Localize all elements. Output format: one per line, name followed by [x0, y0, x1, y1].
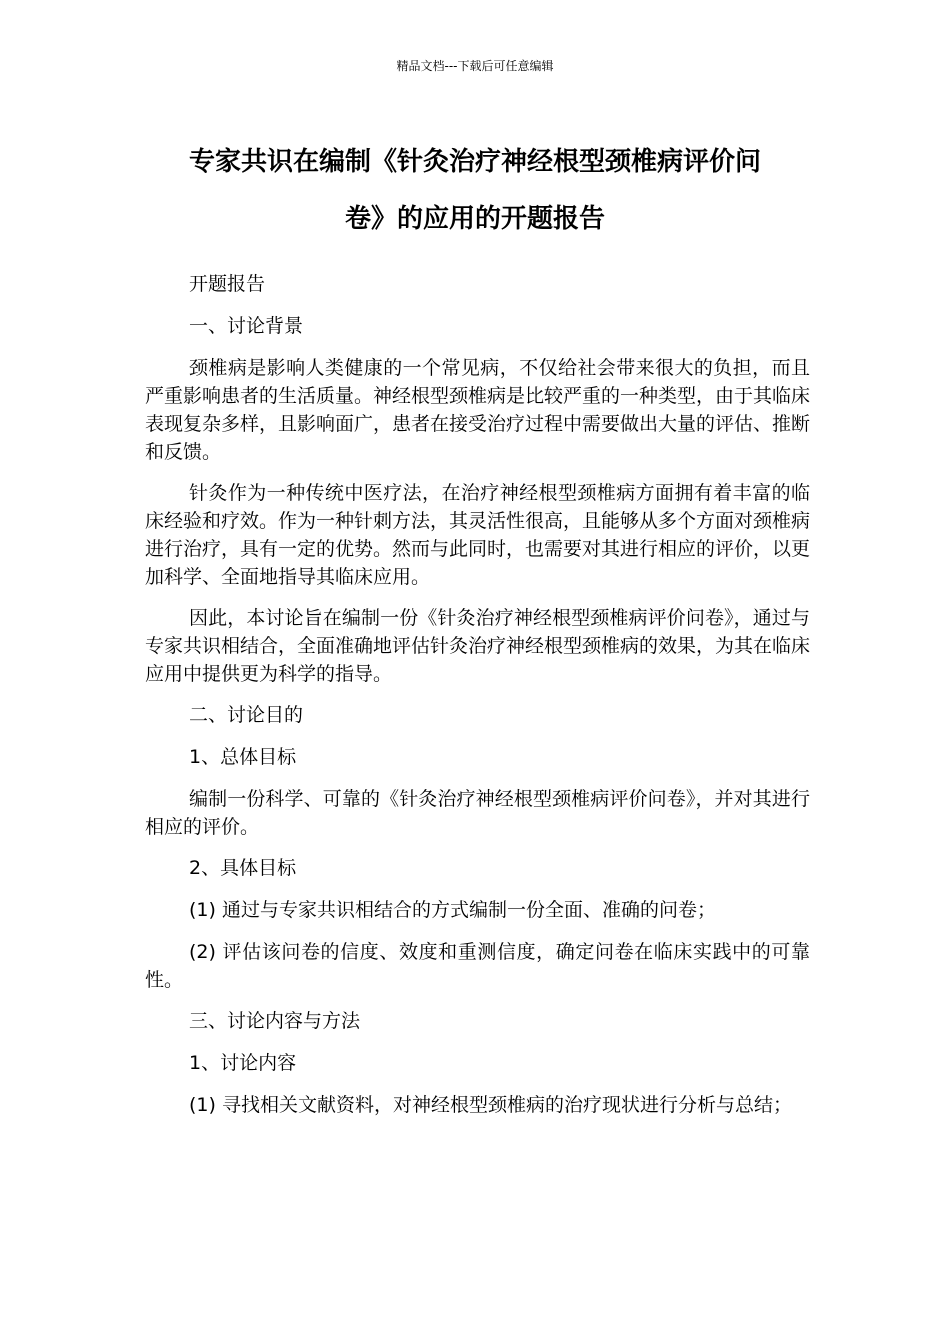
- document-body: [145, 270, 810, 1132]
- subheading-specific-goals: 2、具体目标: [189, 857, 297, 879]
- subheading-content: 1、讨论内容: [189, 1052, 297, 1074]
- section-label: 开题报告: [189, 273, 266, 295]
- paragraph: 针灸作为一种传统中医疗法，在治疗神经根型颈椎病方面拥有着丰富的临床经验和疗效。作为一种针刺方法，其灵活性很高，且能够从多个方面对颈椎病进行治疗，具有一定的优势。然而与此同时，也需要对其进行相应的评价，以更加科学、全面地指导其临床应用。: [145, 482, 811, 588]
- document-title: [140, 134, 810, 248]
- paragraph: 因此，本讨论旨在编制一份《针灸治疗神经根型颈椎病评价问卷》，通过与专家共识相结合，全面准确地评估针灸治疗神经根型颈椎病的效果，为其在临床应用中提供更为科学的指导。: [145, 607, 811, 685]
- paragraph: 颈椎病是影响人类健康的一个常见病，不仅给社会带来很大的负担，而且严重影响患者的生活质量。神经根型颈椎病是比较严重的一种类型，由于其临床表现复杂多样，且影响面广，患者在接受治疗过程中需要做出大量的评估、推断和反馈。: [145, 357, 811, 463]
- header-note: 精品文档---下载后可任意编辑: [396, 59, 554, 73]
- title-line-2: 卷》的应用的开题报告: [344, 204, 605, 234]
- section-heading-content-methods: 三、讨论内容与方法: [189, 1010, 361, 1032]
- title-line-1: 专家共识在编制《针灸治疗神经根型颈椎病评价问: [188, 147, 761, 177]
- list-item: (1) 寻找相关文献资料，对神经根型颈椎病的治疗现状进行分析与总结；: [189, 1094, 792, 1116]
- list-item: (2) 评估该问卷的信度、效度和重测信度，确定问卷在临床实践中的可靠性。: [145, 941, 810, 991]
- subheading-overall-goal: 1、总体目标: [189, 746, 297, 768]
- list-item: (1) 通过与专家共识相结合的方式编制一份全面、准确的问卷；: [189, 899, 716, 921]
- section-heading-purpose: 二、讨论目的: [189, 704, 304, 726]
- section-heading-background: 一、讨论背景: [189, 315, 304, 337]
- paragraph: 编制一份科学、可靠的《针灸治疗神经根型颈椎病评价问卷》，并对其进行相应的评价。: [145, 788, 810, 838]
